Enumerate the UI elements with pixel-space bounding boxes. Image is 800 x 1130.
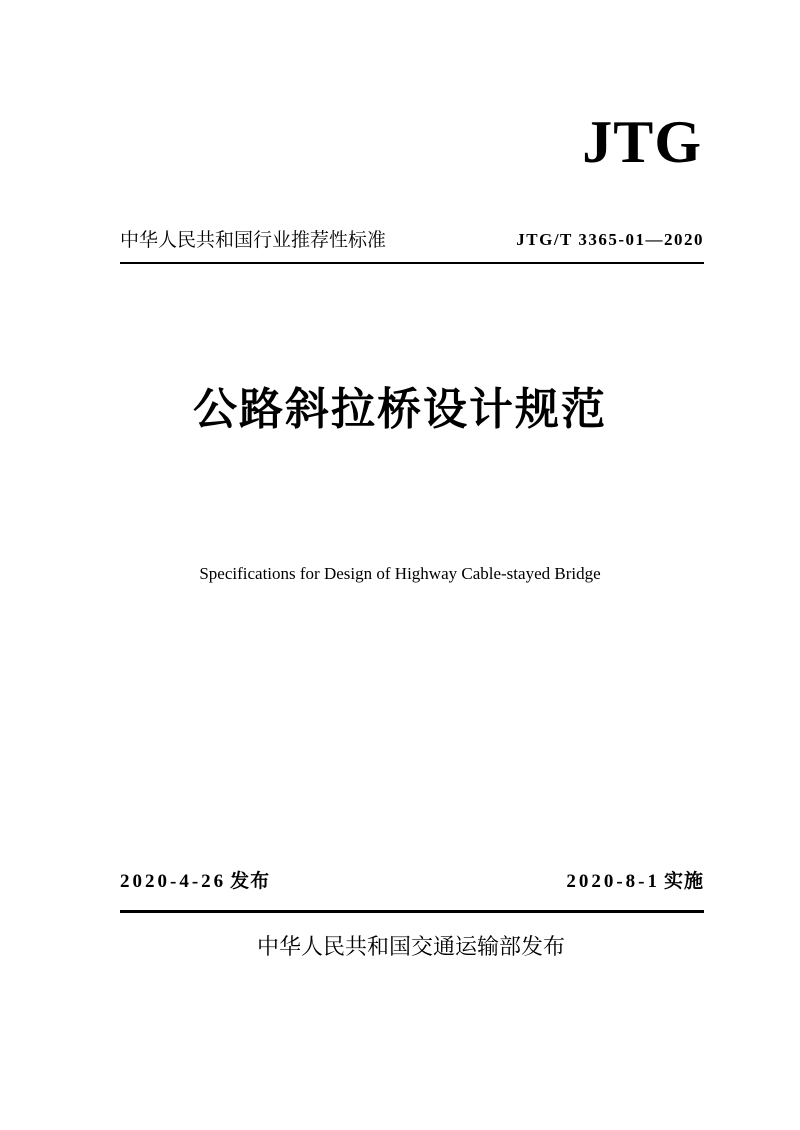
- publisher: 中华人民共和国交通运输部发布: [256, 935, 565, 960]
- standard-number: JTG/T 3365-01—2020: [516, 230, 704, 249]
- issue-date-group: [120, 866, 270, 898]
- dates-row: [120, 866, 704, 896]
- standard-header: [120, 226, 704, 254]
- standard-category: 中华人民共和国行业推荐性标准: [120, 229, 387, 251]
- effective-date-group: [566, 866, 704, 898]
- footer-divider: [120, 910, 704, 913]
- effective-date: 2020-8-1: [566, 871, 660, 892]
- header-divider: [120, 262, 704, 264]
- issue-label: 发布: [230, 870, 271, 892]
- issue-date: 2020-4-26: [120, 871, 227, 892]
- document-title: 公路斜拉桥设计规范: [193, 384, 607, 435]
- english-title: Specifications for Design of Highway Cable-stayed Bridge: [199, 564, 601, 583]
- effective-label: 实施: [663, 870, 704, 892]
- jtg-logo: JTG: [582, 109, 702, 175]
